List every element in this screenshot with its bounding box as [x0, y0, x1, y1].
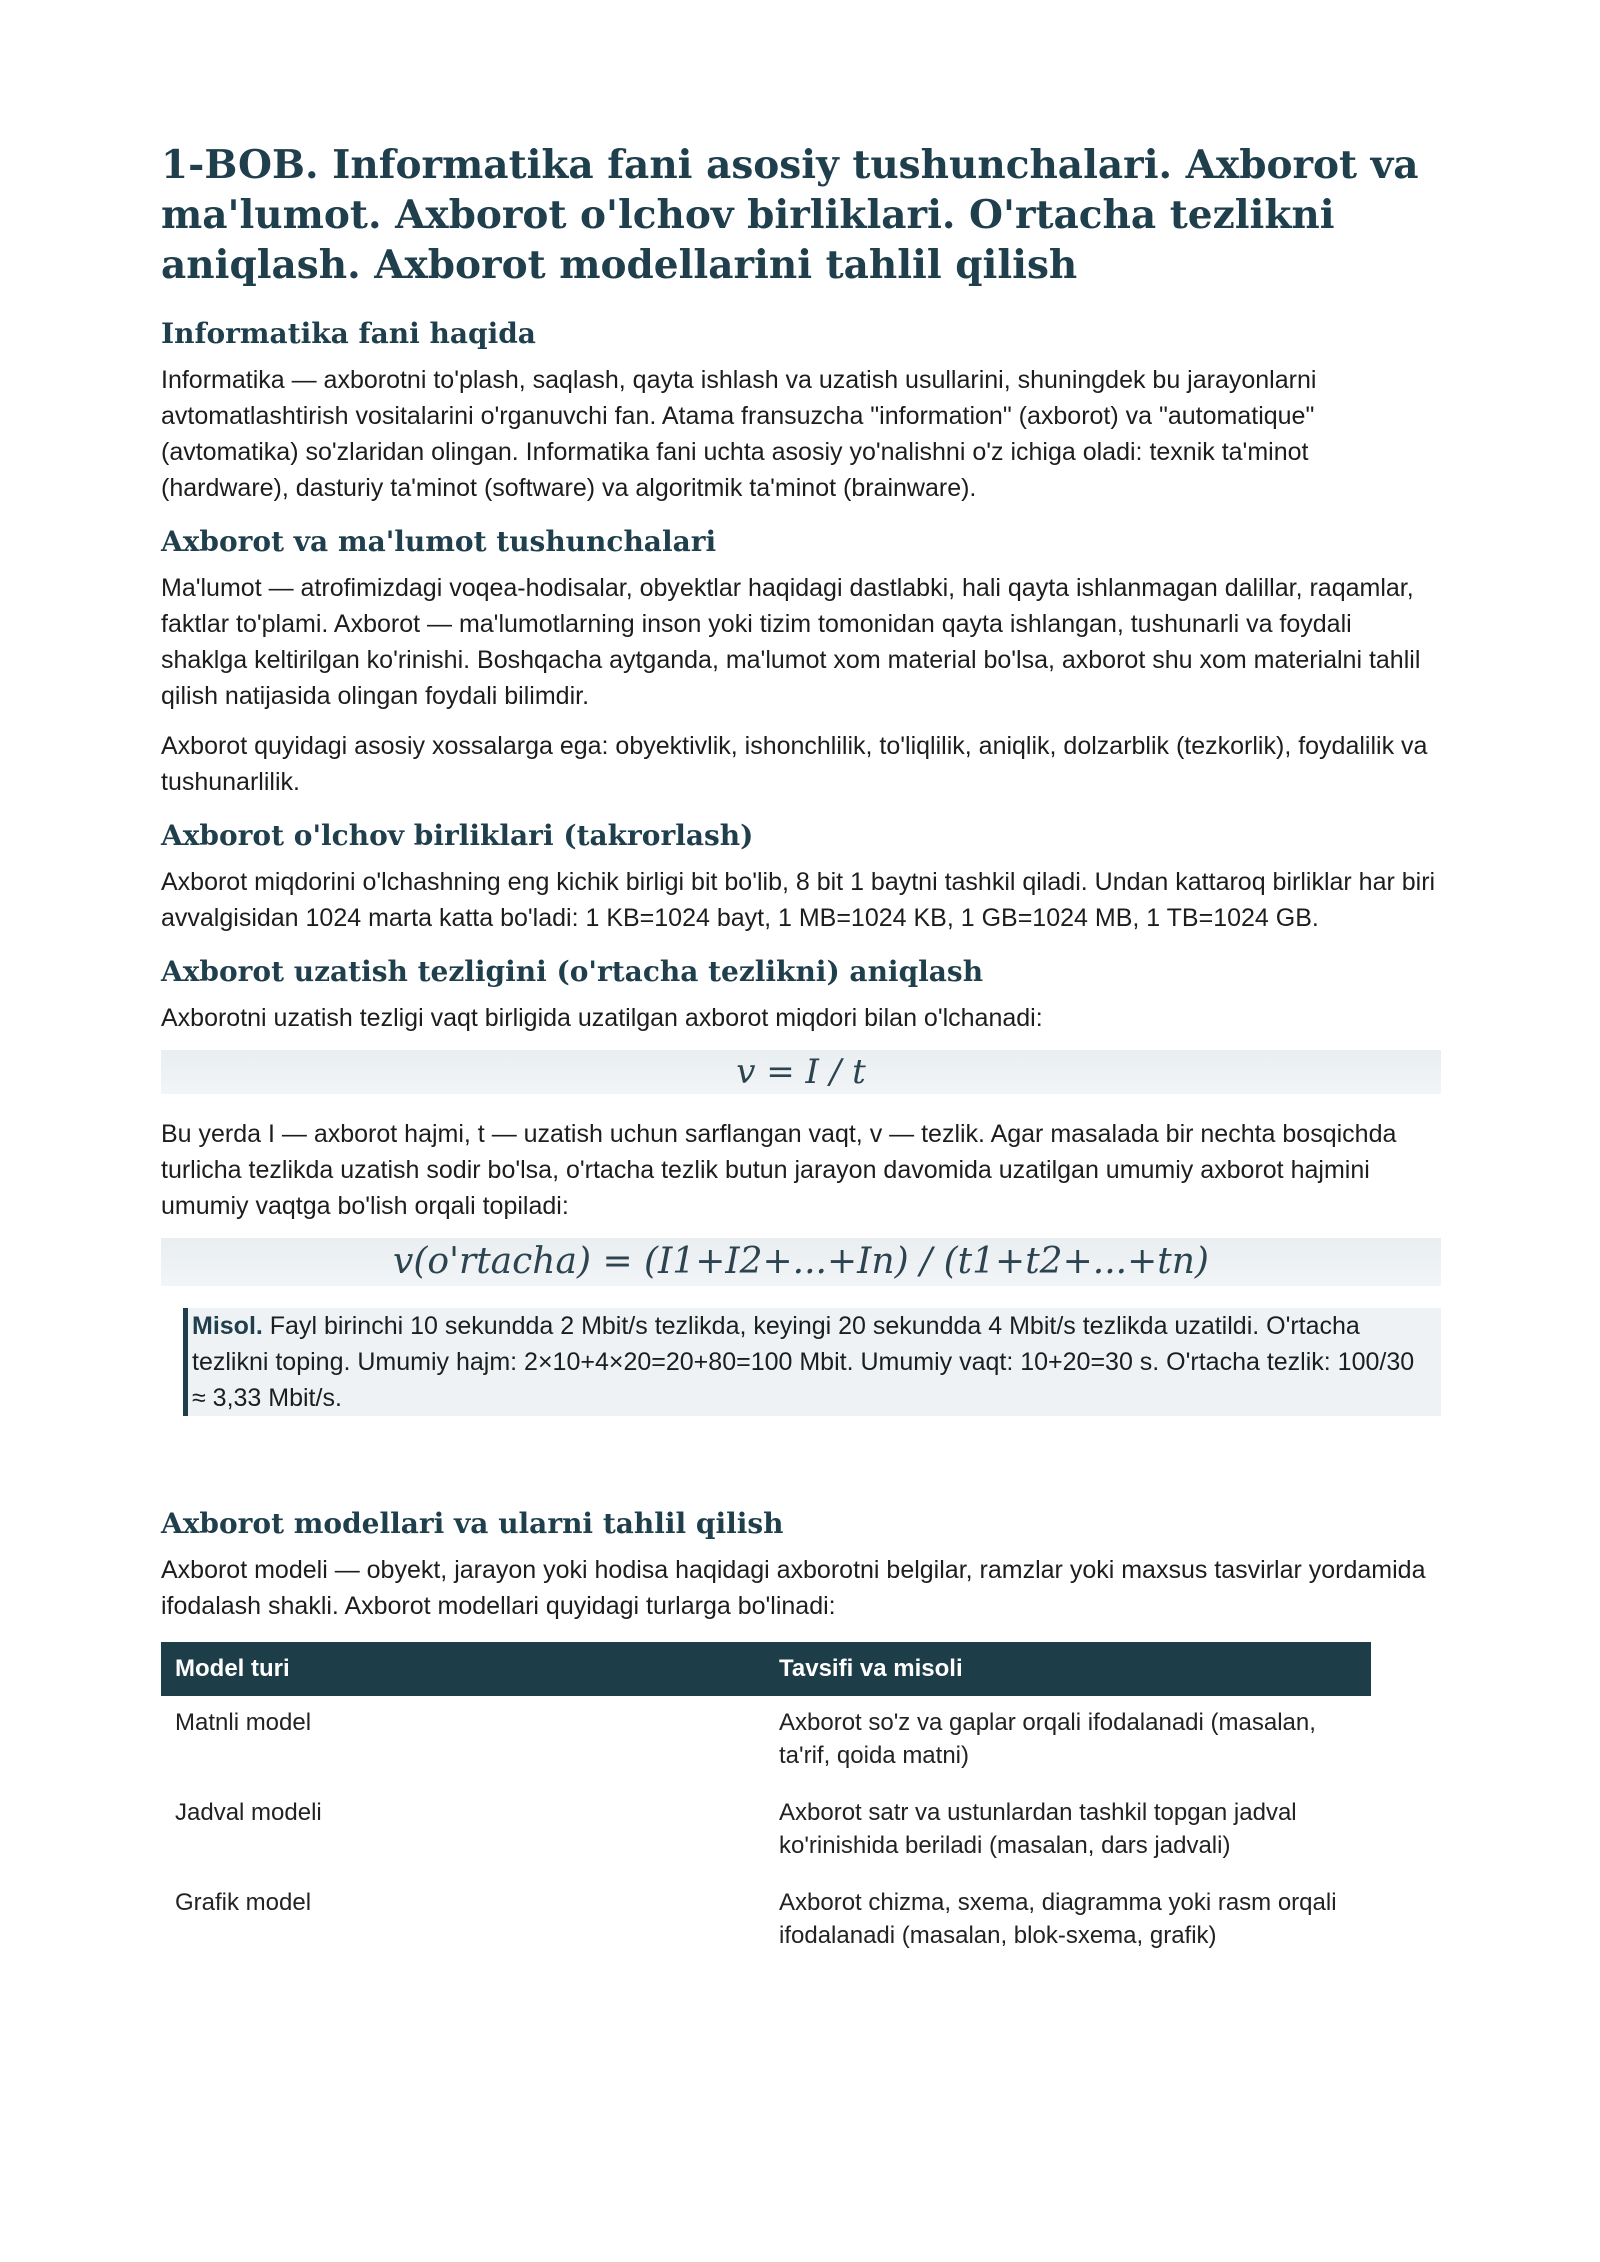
section-heading-axborot-malumot: Axborot va ma'lumot tushunchalari — [161, 525, 717, 558]
table-header-tavsifi: Tavsifi va misoli — [765, 1642, 1371, 1696]
table-cell-description: Axborot satr va ustunlardan tashkil topgan jadval ko'rinishida beriladi (masalan, dars jadvali) — [779, 1799, 1297, 1859]
section-heading-olchov-birliklari: Axborot o'lchov birliklari (takrorlash) — [161, 819, 754, 852]
table-row — [161, 1696, 1371, 1786]
document-page — [161, 140, 1441, 1966]
section-heading-informatika: Informatika fani haqida — [161, 317, 536, 350]
paragraph-olchov-birliklari: Axborot miqdorini o'lchashning eng kichik birligi bit bo'lib, 8 bit 1 baytni tashkil qiladi. Undan kattaroq birliklar har biri avvalgisidan 1024 marta katta bo'ladi: 1 KB=1024 bayt, 1 MB=1024 KB, 1 GB=1024 MB, 1 TB=1024 GB. — [161, 868, 1436, 932]
table-cell-model: Jadval modeli — [175, 1799, 322, 1826]
table-row — [161, 1876, 1371, 1966]
formula-average-speed: v(o'rtacha) = (I1+I2+...+In) / (t1+t2+...+tn) — [161, 1238, 1441, 1286]
table-row — [161, 1786, 1371, 1876]
paragraph-malumot-definition: Ma'lumot — atrofimizdagi voqea-hodisalar, obyektlar haqidagi dastlabki, hali qayta ishlanmagan dalillar, raqamlar, faktlar to'plami. Axborot — ma'lumotlarning inson yoki tizim tomonidan qayta ishlangan, tushunarli va foydali shaklga keltirilgan ko'rinishi. Boshqacha aytganda, ma'lumot xom material bo'lsa, axborot shu xom materialni tahlil qilish natijasida olingan foydali bilimdir. — [161, 574, 1421, 710]
section-heading-uzatish-tezligi: Axborot uzatish tezligini (o'rtacha tezlikni) aniqlash — [161, 955, 984, 988]
table-cell-description: Axborot so'z va gaplar orqali ifodalanadi (masalan, ta'rif, qoida matni) — [779, 1709, 1316, 1769]
example-box — [183, 1308, 1441, 1416]
paragraph-informatika: Informatika — axborotni to'plash, saqlash, qayta ishlash va uzatish usullarini, shuningdek bu jarayonlarni avtomatlashtirish vositalarini o'rganuvchi fan. Atama fransuzcha "information" (axborot) va "automatique" (avtomatika) so'zlaridan olingan. Informatika fani uchta asosiy yo'nalishni o'z ichiga oladi: texnik ta'minot (hardware), dasturiy ta'minot (software) va algoritmik ta'minot (brainware). — [161, 366, 1317, 502]
paragraph-axborot-properties: Axborot quyidagi asosiy xossalarga ega: obyektivlik, ishonchlilik, to'liqlilik, aniqlik, dolzarblik (tezkorlik), foydalilik va tushunarlilik. — [161, 732, 1428, 796]
table-header-model-turi: Model turi — [161, 1642, 765, 1696]
paragraph-formula-explanation: Bu yerda I — axborot hajmi, t — uzatish uchun sarflangan vaqt, v — tezlik. Agar masalada bir nechta bosqichda turlicha tezlikda uzatish sodir bo'lsa, o'rtacha tezlik butun jarayon davomida uzatilgan umumiy axborot hajmini umumiy vaqtga bo'lish orqali topiladi: — [161, 1120, 1397, 1220]
table-cell-model: Grafik model — [175, 1889, 312, 1916]
table-cell-description: Axborot chizma, sxema, diagramma yoki rasm orqali ifodalanadi (masalan, blok-sxema, grafik) — [779, 1889, 1337, 1949]
table-cell-model: Matnli model — [175, 1709, 312, 1736]
paragraph-axborot-modeli: Axborot modeli — obyekt, jarayon yoki hodisa haqidagi axborotni belgilar, ramzlar yoki maxsus tasvirlar yordamida ifodalash shakli. Axborot modellari quyidagi turlarga bo'linadi: — [161, 1556, 1426, 1620]
formula-speed: v = I / t — [161, 1050, 1441, 1094]
model-types-table — [161, 1642, 1371, 1966]
table-header-row — [161, 1642, 1371, 1696]
page-title: 1-BOB. Informatika fani asosiy tushunchalari. Axborot va ma'lumot. Axborot o'lchov birliklari. O'rtacha tezlikni aniqlash. Axborot modellarini tahlil qilish — [161, 142, 1419, 288]
paragraph-uzatish-intro: Axborotni uzatish tezligi vaqt birligida uzatilgan axborot miqdori bilan o'lchanadi: — [161, 1004, 1043, 1032]
section-heading-axborot-modellari: Axborot modellari va ularni tahlil qilish — [161, 1507, 784, 1540]
example-label: Misol. — [192, 1312, 263, 1340]
example-text: Fayl birinchi 10 sekundda 2 Mbit/s tezlikda, keyingi 20 sekundda 4 Mbit/s tezlikda uzatildi. O'rtacha tezlikni toping. Umumiy hajm: 2×10+4×20=20+80=100 Mbit. Umumiy vaqt: 10+20=30 s. O'rtacha tezlik: 100/30 ≈ 3,33 Mbit/s. — [192, 1312, 1415, 1412]
